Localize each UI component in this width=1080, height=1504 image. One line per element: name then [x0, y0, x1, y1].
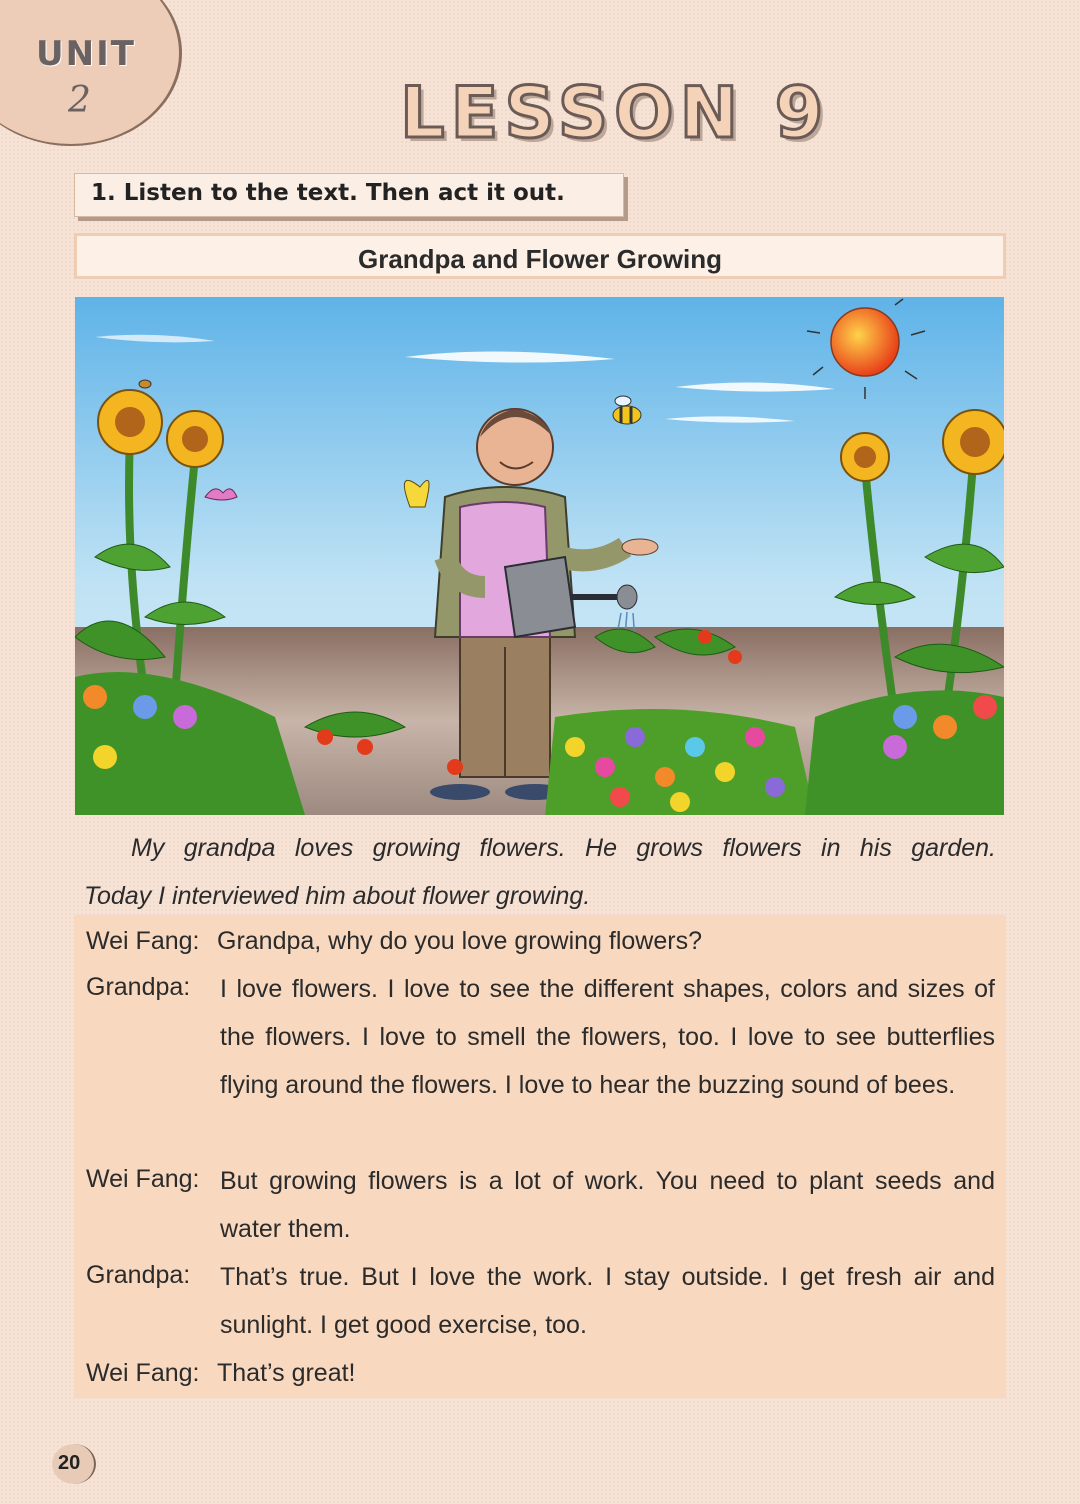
dialogue-text: But growing flowers is a lot of work. You need to plant seeds and water them. [220, 1167, 995, 1243]
dialogue-text: That’s great! [217, 1359, 356, 1387]
dialogue-text: Grandpa, why do you love growing flowers? [217, 927, 702, 955]
intro-line-1: My grandpa loves growing flowers. He grows flowers in his garden. [131, 834, 996, 862]
dialogue-speaker: Wei Fang: [86, 1165, 200, 1193]
unit-badge [0, 0, 182, 146]
instruction-box [74, 173, 624, 217]
lesson-title: LESSON 9 [400, 72, 830, 154]
dialogue-text: That’s true. But I love the work. I stay outside. I get fresh air and sunlight. I get good exercise, too. [220, 1263, 995, 1339]
dialogue-speaker: Grandpa: [86, 973, 191, 1001]
butterfly-icon [404, 480, 429, 507]
page-number: 20 [58, 1452, 81, 1474]
sun-icon [831, 308, 899, 376]
page-number-badge [52, 1444, 96, 1484]
unit-number: 2 [68, 80, 91, 121]
garden-illustration [75, 297, 1004, 815]
dialogue-speaker: Wei Fang: [86, 1359, 200, 1387]
dialogue-speaker: Wei Fang: [86, 927, 200, 955]
dialogue-box [74, 915, 1006, 1398]
unit-label: UNIT [36, 34, 136, 74]
instruction-text: 1. Listen to the text. Then act it out. [91, 180, 565, 206]
dialogue-text: I love flowers. I love to see the different shapes, colors and sizes of the flowers. I love to smell the flowers, too. I love to see butterflies flying around the flowers. I love to hear the buzzing sound of bees. [220, 975, 995, 1099]
dialogue-speaker: Grandpa: [86, 1261, 191, 1289]
intro-line-2: Today I interviewed him about flower growing. [84, 882, 591, 910]
intro-text [84, 824, 996, 920]
story-title-box [74, 233, 1006, 279]
garden-scene-image [75, 297, 1004, 815]
story-title: Grandpa and Flower Growing [357, 244, 723, 274]
